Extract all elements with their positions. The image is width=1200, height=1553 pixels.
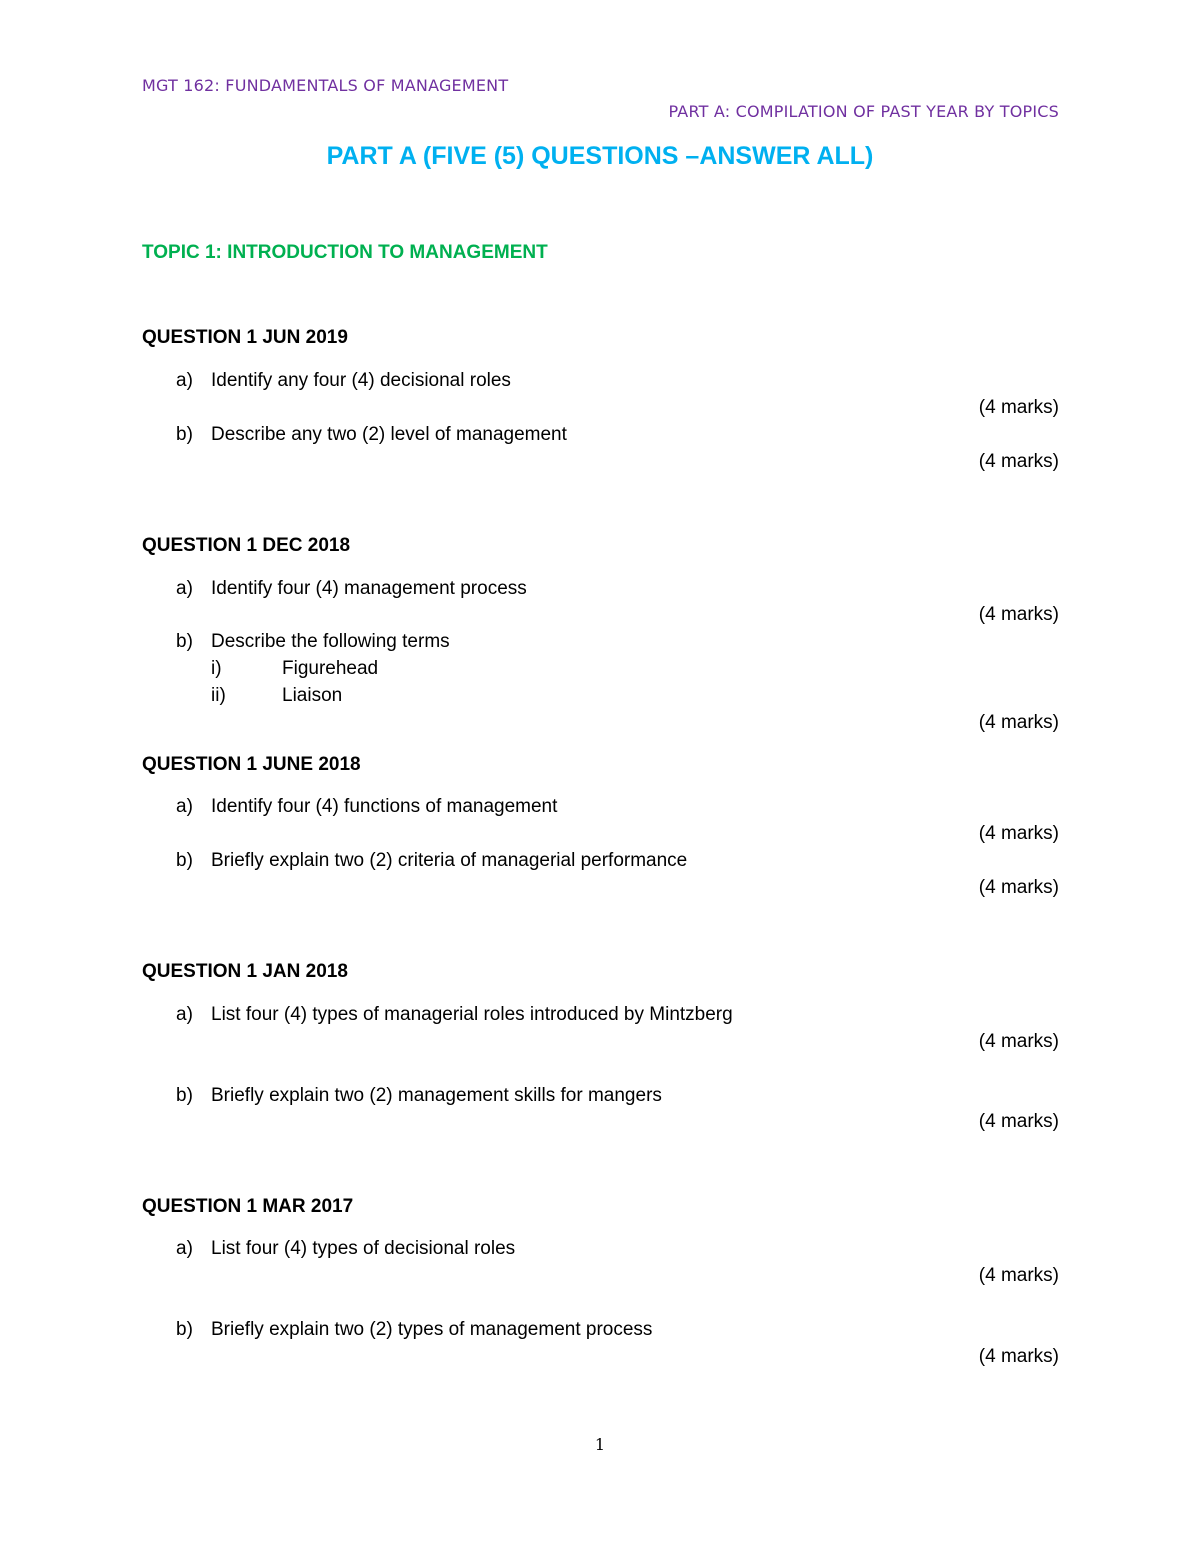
item-letter: a) (176, 1004, 193, 1025)
item-text: Identify four (4) functions of management (211, 796, 558, 817)
item-marks: (4 marks) (978, 823, 1059, 844)
item-letter: b) (176, 631, 193, 652)
item-letter: a) (176, 370, 193, 391)
page-header-part: PART A: COMPILATION OF PAST YEAR BY TOPICS (668, 102, 1059, 121)
question-title: QUESTION 1 MAR 2017 (142, 1196, 354, 1217)
item-text: Briefly explain two (2) criteria of managerial performance (211, 850, 688, 871)
item-marks: (4 marks) (978, 1111, 1059, 1132)
item-text: List four (4) types of decisional roles (211, 1238, 516, 1259)
page-header-course: MGT 162: FUNDAMENTALS OF MANAGEMENT (142, 76, 509, 95)
item-marks: (4 marks) (978, 451, 1059, 472)
part-title: PART A (FIVE (5) QUESTIONS –ANSWER ALL) (326, 142, 874, 170)
sub-item-text: Figurehead (282, 658, 379, 679)
item-text: Describe the following terms (211, 631, 450, 652)
item-text: Identify any four (4) decisional roles (211, 370, 511, 391)
item-text: Describe any two (2) level of management (211, 424, 567, 445)
item-letter: b) (176, 1319, 193, 1340)
item-letter: b) (176, 850, 193, 871)
question-title: QUESTION 1 DEC 2018 (142, 535, 351, 556)
item-letter: a) (176, 796, 193, 817)
item-text: Briefly explain two (2) management skills for mangers (211, 1085, 662, 1106)
item-marks: (4 marks) (978, 604, 1059, 625)
item-letter: b) (176, 1085, 193, 1106)
item-letter: a) (176, 1238, 193, 1259)
item-text: List four (4) types of managerial roles introduced by Mintzberg (211, 1004, 733, 1025)
item-letter: b) (176, 424, 193, 445)
sub-item-text: Liaison (282, 685, 343, 706)
page-number: 1 (594, 1435, 606, 1454)
topic-heading: TOPIC 1: INTRODUCTION TO MANAGEMENT (142, 242, 548, 263)
item-marks: (4 marks) (978, 397, 1059, 418)
item-text: Identify four (4) management process (211, 578, 527, 599)
item-marks: (4 marks) (978, 1346, 1059, 1367)
item-marks: (4 marks) (978, 1265, 1059, 1286)
item-text: Briefly explain two (2) types of management process (211, 1319, 653, 1340)
item-marks: (4 marks) (978, 1031, 1059, 1052)
item-marks: (4 marks) (978, 712, 1059, 733)
item-marks: (4 marks) (978, 877, 1059, 898)
item-letter: a) (176, 578, 193, 599)
question-title: QUESTION 1 JUN 2019 (142, 327, 348, 348)
sub-item-number: ii) (211, 685, 226, 706)
sub-item-number: i) (211, 658, 222, 679)
question-title: QUESTION 1 JAN 2018 (142, 961, 348, 982)
question-title: QUESTION 1 JUNE 2018 (142, 754, 361, 775)
